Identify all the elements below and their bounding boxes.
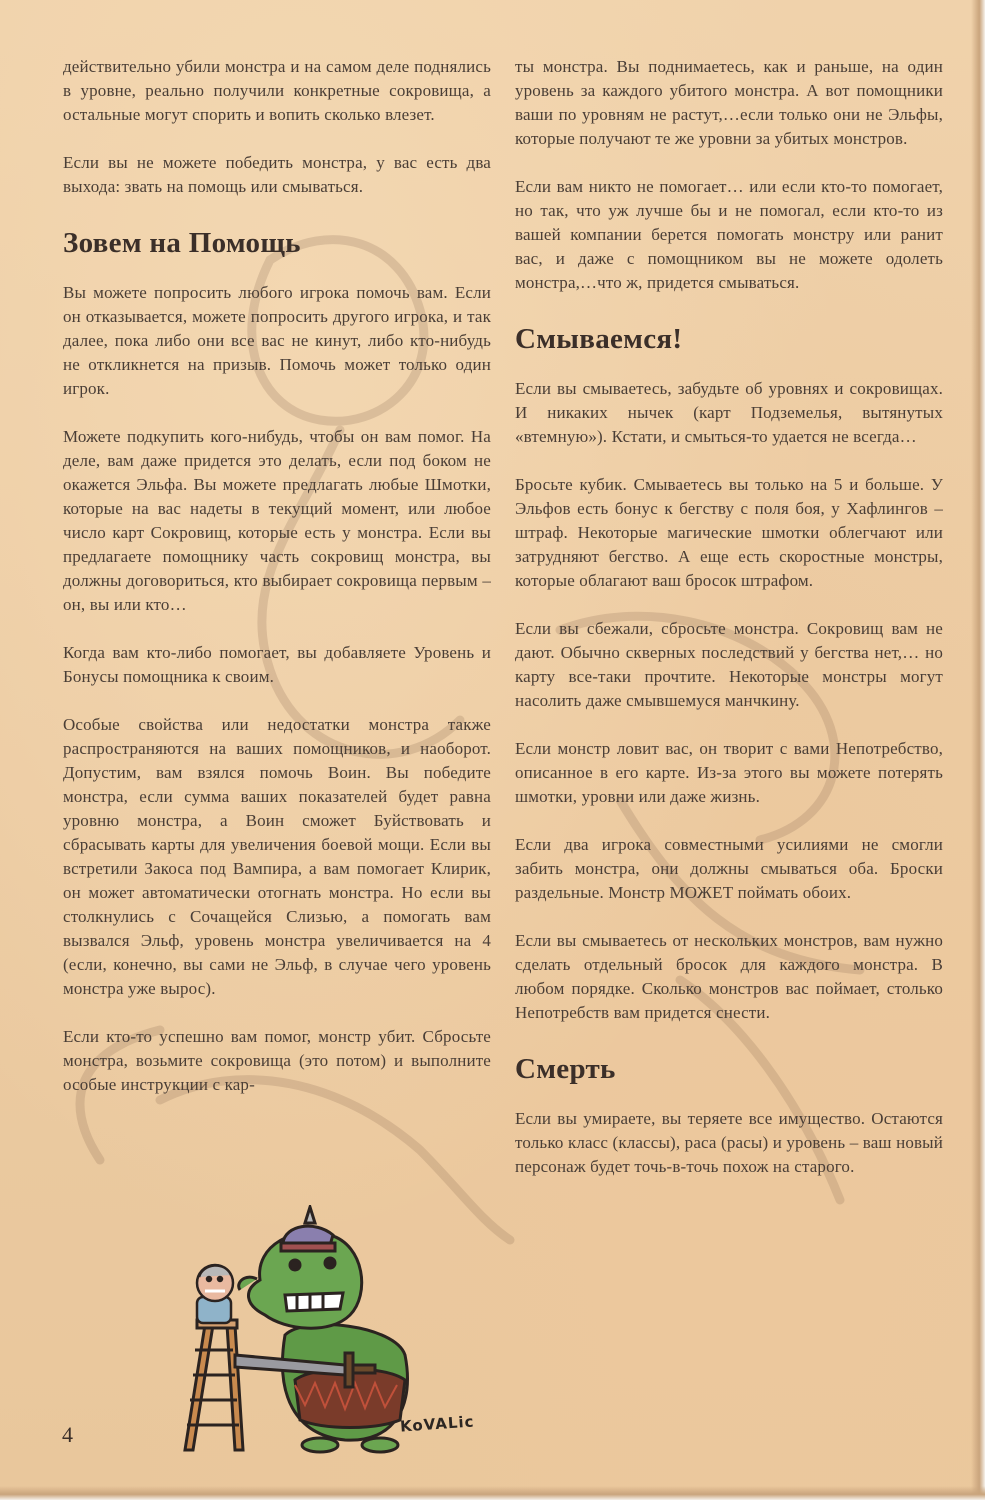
artist-signature: KoVALic [399,1412,476,1436]
paragraph-no-help: Если вам никто не помогает… или если кто-то помогает, но так, что уж лучше бы и не помогал, если кто-то из вашей компании берется помогать монстру или ранит вас, и даже с помощником вы не можете одолеть монстра,…что ж, придется смываться. [515,177,943,292]
torn-edge-right [971,0,985,1500]
right-column [515,55,943,1203]
heading-run-away: Смываемся! [515,323,683,355]
paragraph-add-levels: Когда вам кто-либо помогает, вы добавляете Уровень и Бонусы помощника к своим. [63,643,491,686]
ladder-drawing [185,1320,243,1450]
orc-drawing [235,1207,408,1452]
paragraph-options: Если вы не можете победить монстра, у вас есть два выхода: звать на помощь или смываться. [63,153,491,196]
paragraph-bribe: Можете подкупить кого-нибудь, чтобы он вам помог. На деле, вам даже придется это делать, если под боком не окажется Эльфа. Вы можете предлагать любые Шмотки, которые на вас надеты в текущий момент, или любое число карт Сокровищ, которые есть у монстра. Если вы предлагаете помощнику часть сокровищ монстра, вы должны договориться, кто выбирает сокровища первым – он, вы или кто… [63,427,491,614]
torn-edge-bottom [0,1486,985,1500]
paragraph-escaped: Если вы сбежали, сбросьте монстра. Сокровищ вам не дают. Обычно скверных последствий у бегства нет,… но карту все-таки прочтите. Некоторые монстры могут насолить даже смывшемуся манчкину. [515,619,943,710]
paragraph-roll-dice: Бросьте кубик. Смываетесь вы только на 5 и больше. У Эльфов есть бонус к бегству с поля боя, у Хафлингов – штраф. Некоторые магические шмотки облегчают или затрудняют бегство. А еще есть скоростные монстры, которые облагают ваш бросок штрафом. [515,475,943,590]
paragraph-success: Если кто-то успешно вам помог, монстр убит. Сбросьте монстра, возьмите сокровища (это потом) и выполните особые инструкции с кар- [63,1027,491,1094]
dwarf-drawing [197,1265,233,1323]
paragraph-continued: ты монстра. Вы поднимаетесь, как и раньше, на один уровень за каждого убитого монстра. А вот помощники ваши по уровням не растут,…если только они не Эльфы, которые получают те же уровни за убитых монстров. [515,57,943,148]
paragraph-special-powers: Особые свойства или недостатки монстра также распространяются на ваших помощников, и наоборот. Допустим, вам взялся помочь Воин. Вы победите монстра, если сумма ваших показателей будет равна уровню монстра, а Воин сможет Буйствовать и сбрасывать карты для увеличения боевой мощи. Если вы встретили Закоса под Вампира, а вам помогает Клирик, он может автоматически отогнать монстра. Но если вы столкнулись с Сочащейся Слизью, а помогать вам вызвался Эльф, уровень монстра увеличивается на 4 (если, конечно, вы сами не Эльф, в случае чего уровень монстра уже вырос). [63,715,491,998]
page-number: 4 [62,1422,73,1447]
paragraph-intro: действительно убили монстра и на самом деле поднялись в уровне, реально получили конкретные сокровища, а остальные могут спорить и вопить сколько влезет. [63,57,491,124]
heading-death: Смерть [515,1053,616,1085]
paragraph-death: Если вы умираете, вы теряете все имущество. Остаются только класс (классы), раса (расы) и уровень – ваш новый персонаж будет точь-в-точь похож на старого. [515,1109,943,1176]
heading-call-for-help: Зовем на Помощь [63,227,301,259]
paragraph-ask-help: Вы можете попросить любого игрока помочь вам. Если он отказывается, можете попросить другого игрока, и так далее, пока либо они все вас не кинут, либо кто-нибудь не откликнется на призыв. Помочь может только один игрок. [63,283,491,398]
paragraph-several-monsters: Если вы смываетесь от нескольких монстров, вам нужно сделать отдельный бросок для каждого монстра. В любом порядке. Сколько монстров вас поймает, столько Непотребств вам придется снести. [515,931,943,1022]
paragraph-caught: Если монстр ловит вас, он творит с вами Непотребство, описанное в его карте. Из-за этого вы можете потерять шмотки, уровни или даже жизнь. [515,739,943,806]
paragraph-run-forget: Если вы смываетесь, забудьте об уровнях и сокровищах. И никаких нычек (карт Подземелья, вытянутых «втемную»). Кстати, и смыться-то удается не всегда… [515,379,943,446]
left-column [63,55,491,1121]
paragraph-two-players: Если два игрока совместными усилиями не смогли забить монстра, они должны смываться оба. Броски раздельные. Монстр МОЖЕТ поймать обоих. [515,835,943,902]
